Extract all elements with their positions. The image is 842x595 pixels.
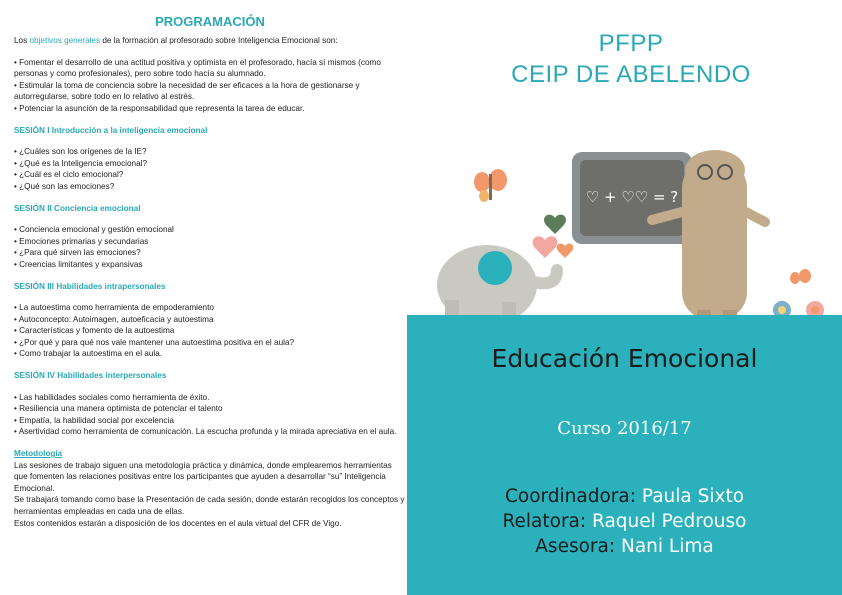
list-item: • Emociones primarias y secundarias <box>14 236 149 246</box>
session-1-list <box>14 146 406 192</box>
session-2-title: SESIÓN II Conciencia emocional <box>14 203 141 213</box>
school-title <box>440 28 822 90</box>
methodology-paragraph: Se trabajará tomando como base la Presentación de cada sesión, donde estarán recogidos los conceptos y herramientas empleadas en cada una de ellas. <box>14 495 405 516</box>
butterfly-icon <box>790 269 811 284</box>
butterfly-icon <box>474 169 507 202</box>
methodology-paragraph: Estos contenidos estarán a disposición de los docentes en el aula virtual del CFR de Vigo. <box>14 518 342 528</box>
course-subject: Educación Emocional <box>491 344 758 373</box>
session-4-list <box>14 392 406 438</box>
chalkboard <box>572 152 692 244</box>
session-3-title: SESIÓN III Habilidades intrapersonales <box>14 281 166 291</box>
objective-item: • Fomentar el desarrollo de una actitud positiva y optimista en el profesorado, hacía sí mismos (como personas y como profesionales), pero sobre todo hacía su alumnado. <box>14 57 381 79</box>
credit-line: Coordinadora: Paula Sixto <box>504 486 745 507</box>
program-acronym: PFPP <box>598 30 664 57</box>
elephant-illustration <box>437 245 557 326</box>
session-2-list <box>14 224 406 270</box>
session-4-title: SESIÓN IV Habilidades interpersonales <box>14 371 167 381</box>
list-item: • Resiliencia una manera optimista de potenciar el talento <box>14 404 223 414</box>
session-3-list <box>14 302 406 360</box>
list-item: • La autoestima como herramienta de empoderamiento <box>14 303 214 313</box>
credit-line: Relatora: Raquel Pedrouso <box>502 511 747 532</box>
objective-item: • Estimular la toma de conciencia sobre la necesidad de ser eficaces a la hora de gestionarse y autorregularse, sobre todo en lo relativo al estrés. <box>14 80 360 102</box>
list-item: • ¿Qué es la Inteligencia emocional? <box>14 158 148 168</box>
list-item: • ¿Por qué y para qué nos vale mantener una autoestima positiva en el aula? <box>14 337 295 347</box>
staff-credits <box>407 484 842 559</box>
list-item: • Empatía, la habilidad social por excelencia <box>14 415 174 425</box>
list-item: • ¿Cuál es el ciclo emocional? <box>14 170 124 180</box>
illustration <box>407 140 842 340</box>
list-item: • ¿Para qué sirven las emociones? <box>14 248 141 258</box>
list-item: • Como trabajar la autoestima en el aula. <box>14 349 163 359</box>
session-1-title: SESIÓN I Introducción a la inteligencia emocional <box>14 125 208 135</box>
list-item: • Creencias limitantes y expansivas <box>14 259 143 269</box>
list-item: • ¿Qué son las emociones? <box>14 181 115 191</box>
credit-line: Asesora: Nani Lima <box>535 536 714 557</box>
list-item: • Las habilidades sociales como herramienta de éxito. <box>14 392 210 402</box>
list-item: • Asertividad como herramienta de comunicación. La escucha profunda y la mirada apreciativa en el aula. <box>14 427 397 437</box>
list-item: • ¿Cuáles son los orígenes de la IE? <box>14 147 147 157</box>
list-item: • Conciencia emocional y gestión emocional <box>14 225 174 235</box>
objective-item: • Potenciar la asunción de la responsabilidad que representa la tarea de educar. <box>14 103 305 113</box>
methodology-title: Metodología <box>14 449 63 459</box>
methodology-paragraph: Las sesiones de trabajo siguen una metodología práctica y dinámica, donde emplearemos herramientas que fomenten las relaciones positivas entre los participantes que ayuden a desarrollar “su” Inteligencia Emocional. <box>14 460 392 493</box>
board-equation: ♡ + ♡♡ = ? <box>585 188 679 206</box>
school-name: CEIP DE ABELENDO <box>511 61 751 88</box>
program-column <box>14 14 406 529</box>
program-heading: PROGRAMACIÓN <box>155 14 265 29</box>
hearts-icon <box>533 215 574 258</box>
list-item: • Características y fomento de la autoestima <box>14 326 175 336</box>
objectives-list <box>14 57 406 115</box>
list-item: • Autoconcepto: Autoimagen, autoeficacia y autoestima <box>14 314 214 324</box>
course-year: Curso 2016/17 <box>557 418 692 439</box>
objectives-intro: Los objetivos generales de la formación al profesorado sobre Inteligencia Emocional son: <box>14 36 338 45</box>
